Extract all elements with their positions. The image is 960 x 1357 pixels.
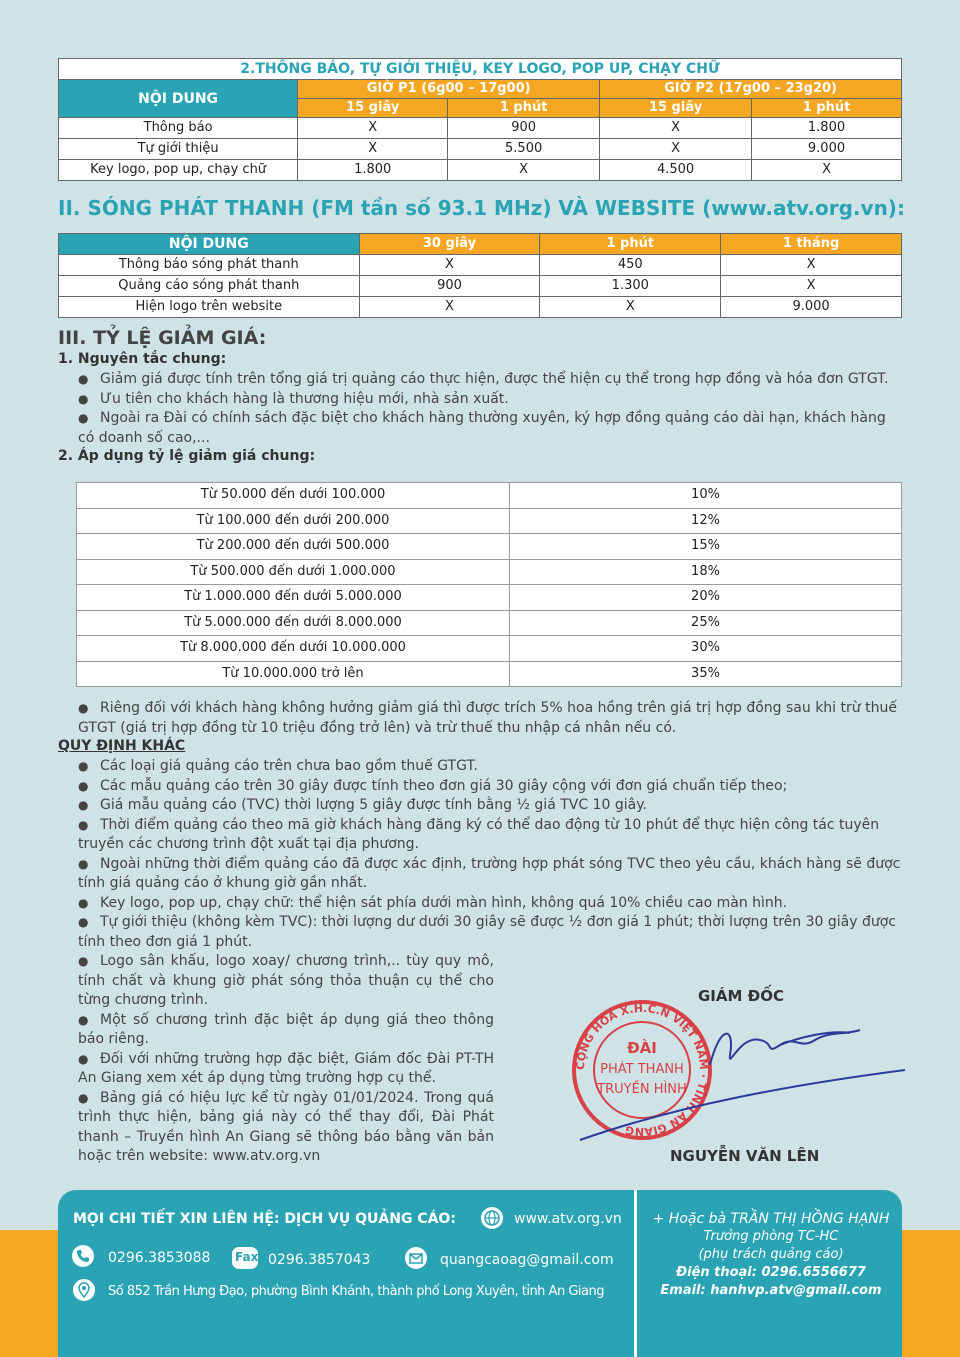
- contact-note: (phụ trách quảng cáo): [698, 1247, 844, 1262]
- discount-heading: 2. Áp dụng tỷ lệ giảm giá chung:: [58, 448, 316, 464]
- table-row: [59, 160, 902, 181]
- table-row: [59, 139, 902, 160]
- list-item-text: Ưu tiên cho khách hàng là thương hiệu mới, nhà sản xuất.: [100, 390, 509, 407]
- table-row: [77, 636, 902, 662]
- cell: X: [752, 160, 902, 181]
- signer-role: GIÁM ĐỐC: [698, 987, 784, 1005]
- row-name: Tự giới thiệu: [59, 139, 298, 160]
- table-row: [59, 276, 902, 297]
- cell: X: [721, 255, 902, 276]
- sub-header-1m: 1 phút: [752, 99, 902, 118]
- sub-header-15s: 15 giây: [600, 99, 752, 118]
- discount-rate: 10%: [510, 483, 902, 509]
- list-item: [58, 1011, 494, 1050]
- list-item-text: Giảm giá được tính trên tổng giá trị quảng cáo thực hiện, được thể hiện cụ thể trong hợp đồng và hóa đơn GTGT.: [100, 371, 889, 387]
- cell: X: [721, 276, 902, 297]
- contact-email[interactable]: Email: hanhvp.atv@gmail.com: [660, 1283, 882, 1298]
- table-title: 2.THÔNG BÁO, TỰ GIỚI THIỆU, KEY LOGO, POP UP, CHẠY CHỮ: [59, 59, 902, 80]
- list-item-text: Ngoài ra Đài có chính sách đặc biệt cho khách hàng thường xuyên, ký hợp đồng quảng cáo dài hạn, khách hàng có doanh số cao,...: [78, 410, 886, 446]
- discount-rate: 15%: [510, 534, 902, 560]
- table-row: [77, 483, 902, 509]
- discount-range: Từ 500.000 đến dưới 1.000.000: [77, 559, 510, 585]
- row-name: Thông báo: [59, 118, 298, 139]
- discount-range: Từ 5.000.000 đến dưới 8.000.000: [77, 610, 510, 636]
- ad-price-table-notices: [58, 58, 902, 181]
- list-item-text: Thời điểm quảng cáo theo mã giờ khách hàng đăng ký có thể dao động từ 10 phút để thực hiện công tác tuyên truyền các chương trình đột xuất tại địa phương.: [78, 816, 880, 852]
- footer-fax: 0296.3857043: [268, 1252, 371, 1268]
- list-item-text: Một số chương trình đặc biệt áp dụng giá theo thông báo riêng.: [78, 1011, 494, 1047]
- list-item-text: Tự giới thiệu (không kèm TVC): thời lượng dư dưới 30 giây sẽ được ½ đơn giá 1 phút; thời lượng trên 30 giây được tính theo đơn giá 1 phút.: [78, 914, 896, 950]
- list-item-text: Các loại giá quảng cáo trên chưa bao gồm thuế GTGT.: [100, 758, 478, 774]
- stamp-line: PHÁT THANH: [600, 1062, 684, 1077]
- footer-divider: [634, 1190, 637, 1357]
- official-stamp-signature: [560, 995, 920, 1155]
- contact-person-block: [640, 1210, 902, 1300]
- list-item: [58, 777, 904, 797]
- table-row: [77, 534, 902, 560]
- cell: X: [448, 160, 600, 181]
- stamp-ring-text: CỘNG HÒA X.H.C.N VIỆT NAM · TỈNH AN GIANG: [573, 1001, 711, 1139]
- footer-heading: MỌI CHI TIẾT XIN LIÊN HỆ: DỊCH VỤ QUẢNG CÁO:: [73, 1211, 456, 1227]
- list-item: [58, 699, 904, 738]
- list-item-text: Đối với những trường hợp đặc biệt, Giám đốc Đài PT-TH An Giang xem xét áp dụng từng trường hợp cụ thể.: [78, 1050, 494, 1086]
- discount-range: Từ 10.000.000 trở lên: [77, 661, 510, 687]
- list-item: [58, 796, 904, 816]
- cell: X: [600, 118, 752, 139]
- footer-phone: 0296.3853088: [108, 1250, 211, 1266]
- discount-rate: 30%: [510, 636, 902, 662]
- sub-header-15s: 15 giây: [298, 99, 448, 118]
- discount-range: Từ 1.000.000 đến dưới 5.000.000: [77, 585, 510, 611]
- table-row: [59, 118, 902, 139]
- signer-name: NGUYỄN VĂN LÊN: [670, 1147, 820, 1165]
- cell: 1.300: [540, 276, 721, 297]
- section-3-title: III. TỶ LỆ GIẢM GIÁ:: [58, 327, 267, 349]
- list-item-text: Giá mẫu quảng cáo (TVC) thời lượng 5 giây được tính bằng ½ giá TVC 10 giây.: [100, 797, 647, 813]
- discount-range: Từ 8.000.000 đến dưới 10.000.000: [77, 636, 510, 662]
- cell: 450: [540, 255, 721, 276]
- cell: 900: [359, 276, 540, 297]
- table-row: [77, 585, 902, 611]
- rules-list: [58, 757, 904, 952]
- cell: 9.000: [752, 139, 902, 160]
- globe-icon: [481, 1207, 503, 1229]
- discount-rate: 12%: [510, 508, 902, 534]
- discount-table: [76, 482, 902, 687]
- cell: 900: [448, 118, 600, 139]
- table-row: [77, 610, 902, 636]
- discount-rate: 18%: [510, 559, 902, 585]
- cell: X: [540, 297, 721, 318]
- row-name: Quảng cáo sóng phát thanh: [59, 276, 360, 297]
- general-principles-heading: 1. Nguyên tắc chung:: [58, 351, 227, 367]
- table-row: [59, 297, 902, 318]
- location-pin-icon: [73, 1279, 95, 1301]
- table-row: [77, 508, 902, 534]
- header-1month: 1 tháng: [721, 234, 902, 255]
- contact-role: Trưởng phòng TC-HC: [703, 1229, 839, 1244]
- principles-list: [58, 370, 904, 448]
- cell: X: [298, 118, 448, 139]
- contact-name: + Hoặc bà TRẦN THỊ HỒNG HẠNH: [652, 1211, 890, 1227]
- cell: X: [298, 139, 448, 160]
- list-item: [58, 390, 904, 410]
- cell: 4.500: [600, 160, 752, 181]
- contact-phone: Điện thoại: 0296.6556677: [676, 1265, 866, 1280]
- cell: 5.500: [448, 139, 600, 160]
- cell: X: [359, 255, 540, 276]
- sub-header-1m: 1 phút: [448, 99, 600, 118]
- section-2-title: II. SÓNG PHÁT THANH (FM tần số 93.1 MHz) VÀ WEBSITE (www.atv.org.vn):: [58, 196, 905, 220]
- fax-icon: [232, 1247, 258, 1269]
- cell: 9.000: [721, 297, 902, 318]
- footer-website[interactable]: www.atv.org.vn: [514, 1211, 622, 1227]
- cell: X: [600, 139, 752, 160]
- content-header: NỘI DUNG: [59, 234, 360, 255]
- list-item-text: Các mẫu quảng cáo trên 30 giây được tính theo đơn giá 30 giây cộng với đơn giá chuẩn tiếp theo;: [100, 777, 788, 794]
- stamp-line: ĐÀI: [627, 1039, 657, 1057]
- list-item: [58, 1089, 494, 1167]
- table-row: [59, 255, 902, 276]
- list-item: [58, 894, 904, 914]
- discount-range: Từ 100.000 đến dưới 200.000: [77, 508, 510, 534]
- list-item-text: Key logo, pop up, chạy chữ: thể hiện sát phía dưới màn hình, không quá 10% chiều cao màn hình.: [100, 894, 788, 911]
- p1-header: GIỜ P1 (6g00 – 17g00): [298, 80, 600, 99]
- list-item-text: Logo sân khấu, logo xoay/ chương trình,.. tùy quy mô, tính chất và khung giờ phát sóng thỏa thuận cụ thể cho từng chương trình.: [78, 953, 494, 1008]
- list-item-text: Riêng đối với khách hàng không hưởng giảm giá thì được trích 5% hoa hồng trên giá trị hợp đồng sau khi trừ thuế GTGT (giá trị hợp đồng từ 10 triệu đồng trở lên) và trừ thuế thu nhập cá nhân nếu có.: [78, 700, 897, 736]
- list-item-text: Ngoài những thời điểm quảng cáo đã được xác định, trường hợp phát sóng TVC theo yêu cầu, khách hàng sẽ được tính giá quảng cáo ở khung giờ gần nhất.: [78, 855, 901, 891]
- list-item: [58, 952, 494, 1011]
- header-30s: 30 giây: [359, 234, 540, 255]
- list-item: [58, 1050, 494, 1089]
- list-item: [58, 816, 904, 855]
- discount-range: Từ 50.000 đến dưới 100.000: [77, 483, 510, 509]
- commission-note: [58, 699, 904, 738]
- row-name: Thông báo sóng phát thanh: [59, 255, 360, 276]
- row-name: Hiện logo trên website: [59, 297, 360, 318]
- list-item-text: Bảng giá có hiệu lực kể từ ngày 01/01/2024. Trong quá trình thực hiện, bảng giá này có thể thay đổi, Đài Phát thanh – Truyền hình An Giang sẽ thông báo bằng văn bản hoặc trên website: www.atv.org.vn: [78, 1089, 494, 1164]
- fax-label: Fax: [235, 1250, 259, 1264]
- list-item: [58, 757, 904, 777]
- radio-website-price-table: [58, 233, 902, 318]
- table-row: [77, 559, 902, 585]
- list-item: [58, 855, 904, 894]
- cell: 1.800: [298, 160, 448, 181]
- discount-rate: 25%: [510, 610, 902, 636]
- email-icon: [405, 1247, 427, 1269]
- discount-rate: 35%: [510, 661, 902, 687]
- p2-header: GIỜ P2 (17g00 – 23g20): [600, 80, 902, 99]
- other-rules-heading: QUY ĐỊNH KHÁC: [58, 738, 186, 754]
- cell: X: [359, 297, 540, 318]
- table-row: [77, 661, 902, 687]
- discount-rate: 20%: [510, 585, 902, 611]
- phone-icon: [72, 1245, 94, 1267]
- rules-list-narrow: [58, 952, 494, 1167]
- list-item: [58, 409, 904, 448]
- footer-address: Số 852 Trần Hưng Đạo, phường Bình Khánh, thành phố Long Xuyên, tỉnh An Giang: [108, 1284, 604, 1299]
- stamp-line: TRUYỀN HÌNH: [597, 1082, 687, 1097]
- list-item: [58, 370, 904, 390]
- list-item: [58, 913, 904, 952]
- discount-range: Từ 200.000 đến dưới 500.000: [77, 534, 510, 560]
- cell: 1.800: [752, 118, 902, 139]
- header-1m: 1 phút: [540, 234, 721, 255]
- footer-email[interactable]: quangcaoag@gmail.com: [440, 1252, 614, 1268]
- content-header: NỘI DUNG: [59, 80, 298, 118]
- row-name: Key logo, pop up, chạy chữ: [59, 160, 298, 181]
